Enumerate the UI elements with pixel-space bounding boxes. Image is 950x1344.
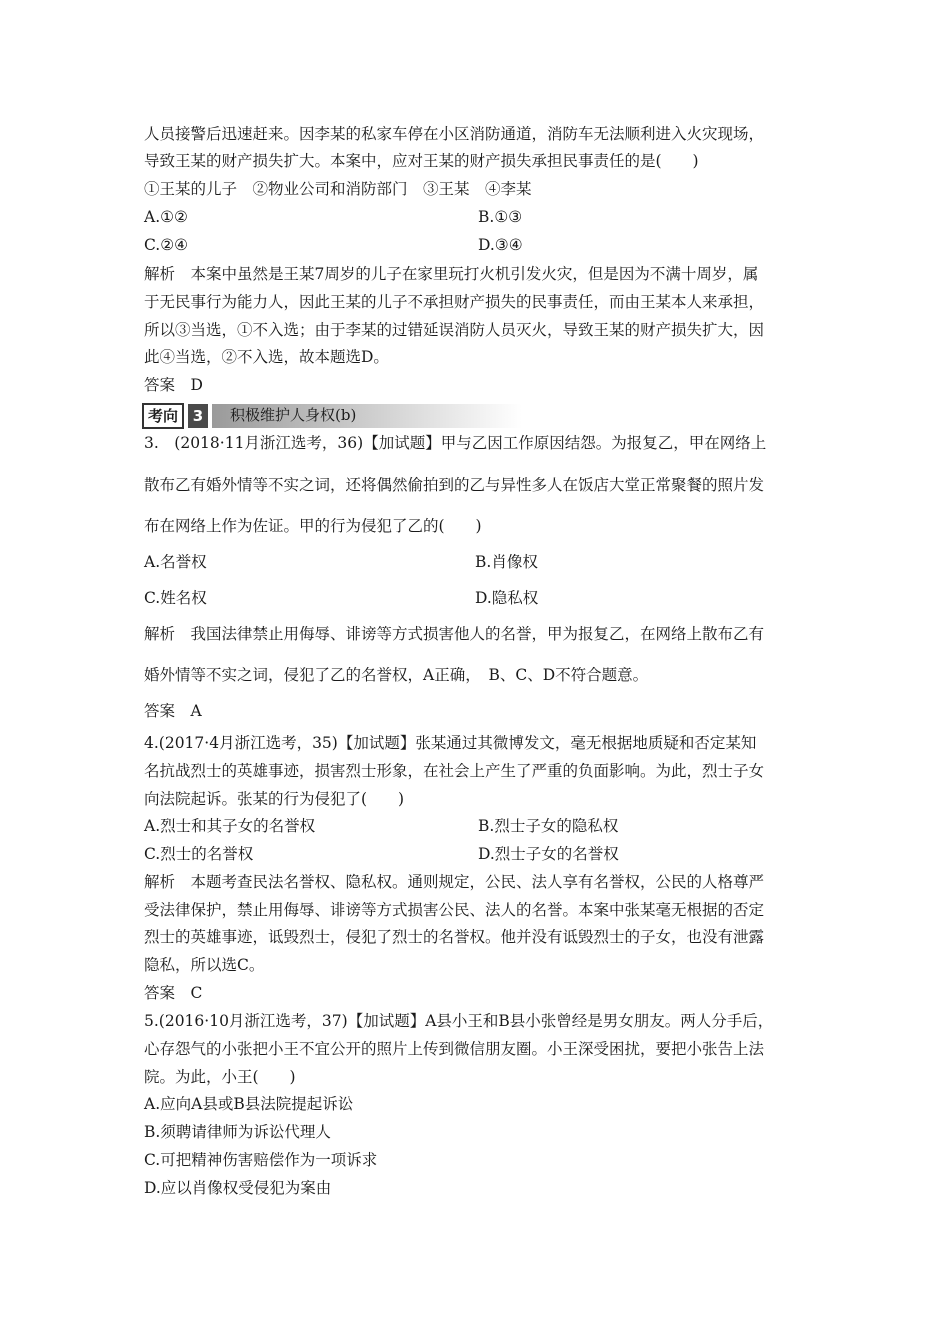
option-d: D.应以肖像权受侵犯为案由 <box>144 1179 332 1197</box>
question-choices-line: ①王某的儿子 ②物业公司和消防部门 ③王某 ④李某 <box>144 180 532 198</box>
option-a: A.烈士和其子女的名誉权 <box>144 817 316 835</box>
question-text-line: 人员接警后迅速赶来。因李某的私家车停在小区消防通道，消防车无法顺利进入火灾现场， <box>144 125 765 143</box>
option-c: C.姓名权 <box>144 589 207 607</box>
option-d: D.烈士子女的名誉权 <box>478 845 619 863</box>
analysis-line: 解析 本题考查民法名誉权、隐私权。通则规定，公民、法人享有名誉权，公民的人格尊严 <box>144 873 765 891</box>
question-text-line: 3. (2018·11月浙江选考，36)【加试题】甲与乙因工作原因结怨。为报复乙，甲在网络上 <box>144 434 767 452</box>
answer-line: 答案 D <box>144 376 203 394</box>
option-d: D.隐私权 <box>475 589 539 607</box>
answer-line: 答案 A <box>144 702 202 720</box>
section-heading <box>142 403 522 429</box>
option-a: A.①② <box>144 208 188 226</box>
option-b: B.①③ <box>478 208 523 226</box>
analysis-line: 烈士的英雄事迹，诋毁烈士，侵犯了烈士的名誉权。他并没有诋毁烈士的子女，也没有泄露 <box>144 928 765 946</box>
question-text-line: 心存怨气的小张把小王不宜公开的照片上传到微信朋友圈。小王深受困扰，要把小张告上法 <box>144 1040 765 1058</box>
question-text-line: 向法院起诉。张某的行为侵犯了( ) <box>144 790 405 808</box>
option-b: B.肖像权 <box>475 553 538 571</box>
analysis-line: 此④当选，②不入选，故本题选D。 <box>144 348 389 366</box>
question-text-line: 院。为此，小王( ) <box>144 1068 296 1086</box>
question-text-line: 布在网络上作为佐证。甲的行为侵犯了乙的( ) <box>144 517 482 535</box>
option-c: C.烈士的名誉权 <box>144 845 254 863</box>
analysis-line: 隐私，所以选C。 <box>144 956 265 974</box>
heading-label: 考向 <box>142 403 184 429</box>
analysis-line: 受法律保护，禁止用侮辱、诽谤等方式损害公民、法人的名誉。本案中张某毫无根据的否定 <box>144 901 765 919</box>
analysis-line: 解析 本案中虽然是王某7周岁的儿子在家里玩打火机引发火灾，但是因为不满十周岁，属 <box>144 265 759 283</box>
question-text-line: 导致王某的财产损失扩大。本案中，应对王某的财产损失承担民事责任的是( ) <box>144 152 699 170</box>
question-text-line: 5.(2016·10月浙江选考，37)【加试题】A县小王和B县小张曾经是男女朋友。两人分手后， <box>144 1012 774 1030</box>
answer-line: 答案 C <box>144 984 203 1002</box>
option-a: A.名誉权 <box>144 553 207 571</box>
option-d: D.③④ <box>478 236 523 254</box>
option-b: B.烈士子女的隐私权 <box>478 817 619 835</box>
option-c: C.可把精神伤害赔偿作为一项诉求 <box>144 1151 378 1169</box>
question-text-line: 4.(2017·4月浙江选考，35)【加试题】张某通过其微博发文，毫无根据地质疑和否定某知 <box>144 734 757 752</box>
option-b: B.须聘请律师为诉讼代理人 <box>144 1123 331 1141</box>
option-c: C.②④ <box>144 236 189 254</box>
heading-number: 3 <box>188 404 208 428</box>
analysis-line: 婚外情等不实之词，侵犯了乙的名誉权，A正确， B、C、D不符合题意。 <box>144 666 649 684</box>
option-a: A.应向A县或B县法院提起诉讼 <box>144 1095 354 1113</box>
question-text-line: 名抗战烈士的英雄事迹，损害烈士形象，在社会上产生了严重的负面影响。为此，烈士子女 <box>144 762 765 780</box>
analysis-line: 所以③当选，①不入选；由于李某的过错延误消防人员灭火，导致王某的财产损失扩大，因 <box>144 321 765 339</box>
analysis-line: 于无民事行为能力人，因此王某的儿子不承担财产损失的民事责任，而由王某本人来承担， <box>144 293 765 311</box>
heading-title: 积极维护人身权(b) <box>212 404 522 428</box>
analysis-line: 解析 我国法律禁止用侮辱、诽谤等方式损害他人的名誉，甲为报复乙，在网络上散布乙有 <box>144 625 765 643</box>
question-text-line: 散布乙有婚外情等不实之词，还将偶然偷拍到的乙与异性多人在饭店大堂正常聚餐的照片发 <box>144 476 765 494</box>
